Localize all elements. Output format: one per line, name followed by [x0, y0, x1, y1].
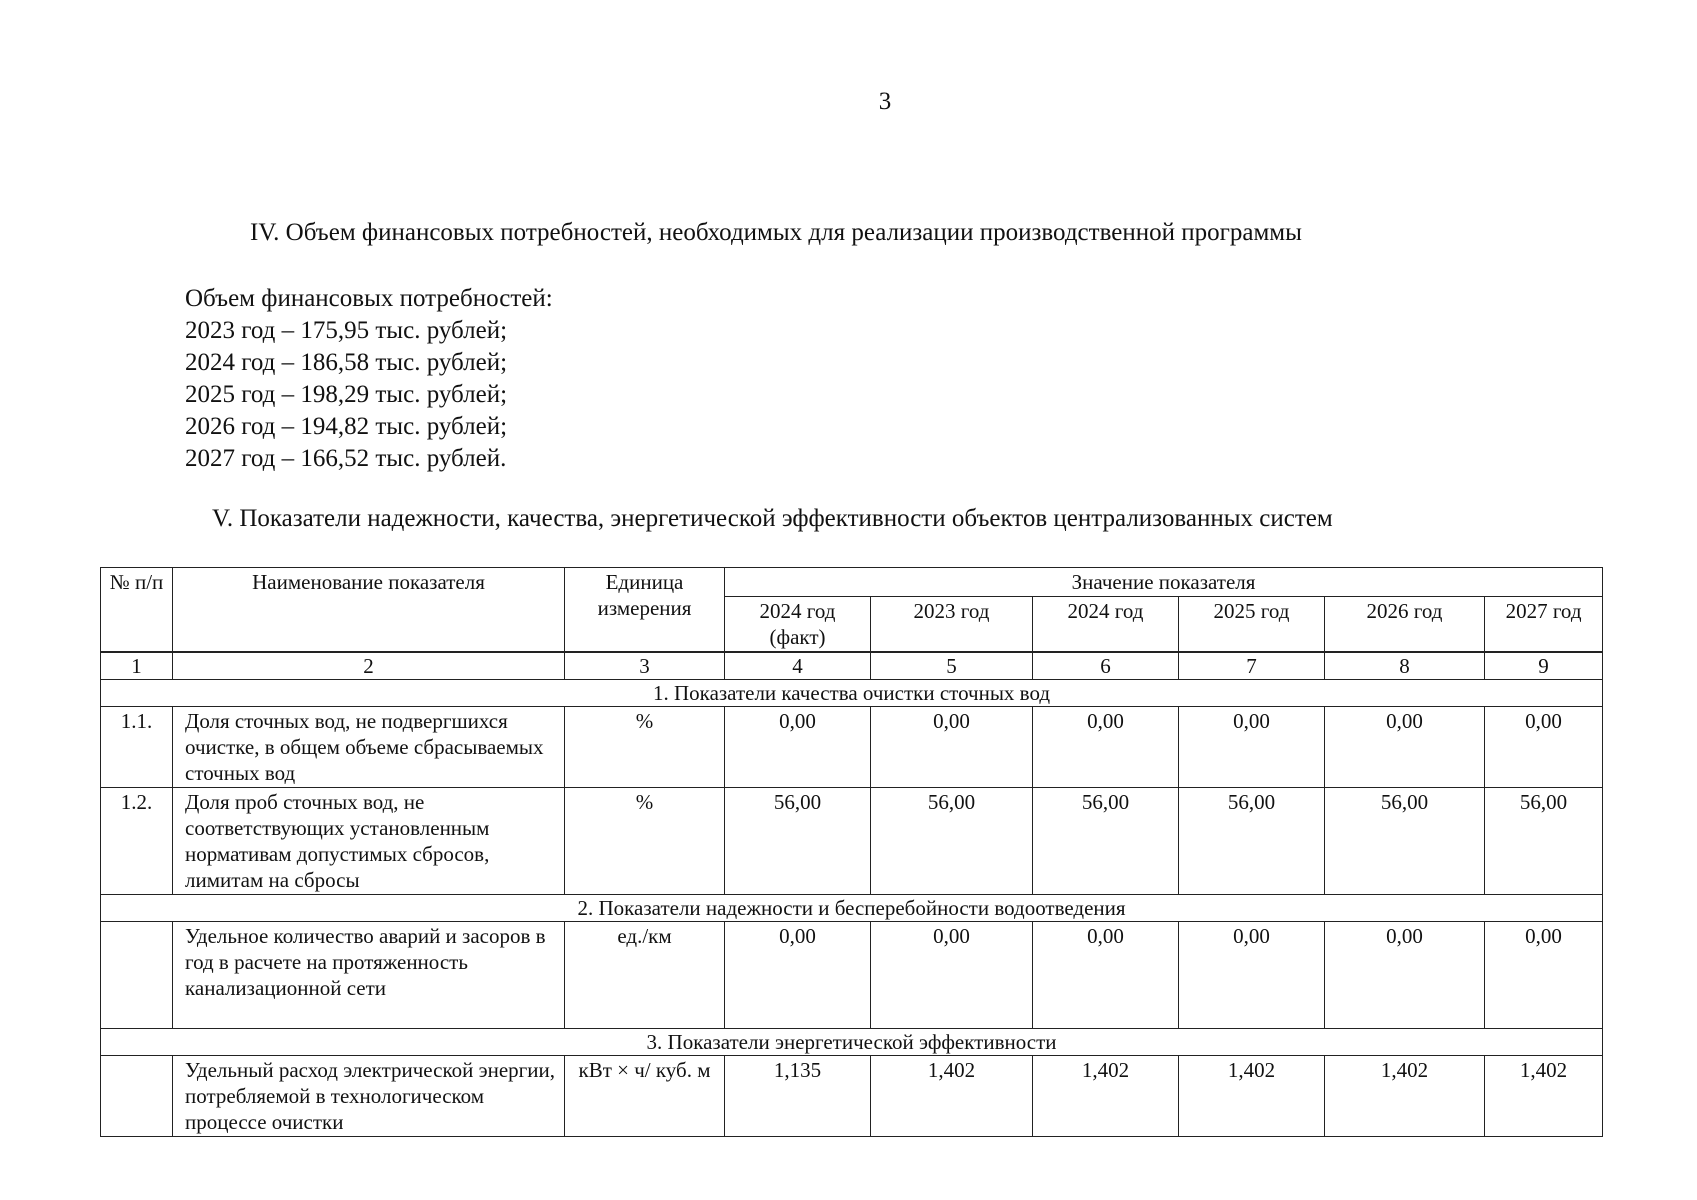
header-year: 2025 год	[1179, 597, 1325, 653]
row-value: 0,00	[871, 922, 1033, 1029]
row-unit: кВт × ч/ куб. м	[565, 1056, 725, 1137]
financial-needs-line: 2025 год – 198,29 тыс. рублей;	[185, 381, 508, 408]
indicators-table	[100, 567, 1603, 1137]
row-unit: %	[565, 707, 725, 788]
row-value: 1,402	[1325, 1056, 1485, 1137]
row-value: 0,00	[725, 707, 871, 788]
row-value: 0,00	[1179, 707, 1325, 788]
row-num: 1.1.	[101, 707, 173, 788]
row-num: 1.2.	[101, 788, 173, 895]
table-row	[101, 788, 1603, 895]
financial-needs-intro: Объем финансовых потребностей:	[185, 285, 553, 312]
row-name: Доля проб сточных вод, не соответствующих установленным нормативам допустимых сбросов, лимитам на сбросы	[173, 788, 565, 895]
row-value: 56,00	[1325, 788, 1485, 895]
row-value: 1,402	[871, 1056, 1033, 1137]
column-number: 1	[101, 652, 173, 680]
column-number: 9	[1485, 652, 1603, 680]
column-number: 6	[1033, 652, 1179, 680]
row-value: 56,00	[1485, 788, 1603, 895]
column-number: 2	[173, 652, 565, 680]
row-value: 1,402	[1485, 1056, 1603, 1137]
row-value: 0,00	[1485, 707, 1603, 788]
financial-needs-line: 2024 год – 186,58 тыс. рублей;	[185, 349, 508, 376]
row-name: Удельный расход электрической энергии, потребляемой в технологическом процессе очистки	[173, 1056, 565, 1137]
header-year: 2026 год	[1325, 597, 1485, 653]
row-value: 56,00	[1179, 788, 1325, 895]
row-value: 0,00	[1485, 922, 1603, 1029]
row-num	[101, 1056, 173, 1137]
row-name: Доля сточных вод, не подвергшихся очистке, в общем объеме сбрасываемых сточных вод	[173, 707, 565, 788]
section-5-title: V. Показатели надежности, качества, энергетической эффективности объектов централизованных систем	[212, 505, 1333, 532]
header-year: 2023 год	[871, 597, 1033, 653]
table-row	[101, 1056, 1603, 1137]
financial-needs-line: 2027 год – 166,52 тыс. рублей.	[185, 445, 507, 472]
row-value: 56,00	[725, 788, 871, 895]
row-name: Удельное количество аварий и засоров в год в расчете на протяженность канализационной сети	[173, 922, 565, 1029]
section-heading-quality: 1. Показатели качества очистки сточных вод	[101, 680, 1603, 707]
table-row	[101, 707, 1603, 788]
section-heading-energy: 3. Показатели энергетической эффективности	[101, 1029, 1603, 1056]
financial-needs-line: 2026 год – 194,82 тыс. рублей;	[185, 413, 508, 440]
financial-needs-block	[185, 283, 553, 475]
header-value-group: Значение показателя	[725, 568, 1603, 597]
header-name: Наименование показателя	[173, 568, 565, 653]
page-number: 3	[878, 88, 892, 115]
row-unit: %	[565, 788, 725, 895]
row-value: 0,00	[1325, 922, 1485, 1029]
section-4-title: IV. Объем финансовых потребностей, необходимых для реализации производственной программы	[250, 219, 1302, 246]
row-value: 0,00	[1033, 922, 1179, 1029]
row-value: 0,00	[871, 707, 1033, 788]
column-number: 5	[871, 652, 1033, 680]
row-value: 1,402	[1033, 1056, 1179, 1137]
row-value: 1,135	[725, 1056, 871, 1137]
header-unit: Единица измерения	[565, 568, 725, 653]
row-num	[101, 922, 173, 1029]
column-number: 8	[1325, 652, 1485, 680]
header-year: 2027 год	[1485, 597, 1603, 653]
table-row	[101, 922, 1603, 1029]
section-heading-reliability: 2. Показатели надежности и бесперебойности водоотведения	[101, 895, 1603, 922]
row-unit: ед./км	[565, 922, 725, 1029]
row-value: 1,402	[1179, 1056, 1325, 1137]
financial-needs-line: 2023 год – 175,95 тыс. рублей;	[185, 317, 508, 344]
column-number: 4	[725, 652, 871, 680]
header-year: 2024 год	[1033, 597, 1179, 653]
row-value: 0,00	[725, 922, 871, 1029]
header-year: 2024 год (факт)	[725, 597, 871, 653]
column-number: 3	[565, 652, 725, 680]
row-value: 0,00	[1033, 707, 1179, 788]
column-number: 7	[1179, 652, 1325, 680]
row-value: 56,00	[871, 788, 1033, 895]
header-num: № п/п	[101, 568, 173, 653]
row-value: 56,00	[1033, 788, 1179, 895]
row-value: 0,00	[1325, 707, 1485, 788]
row-value: 0,00	[1179, 922, 1325, 1029]
